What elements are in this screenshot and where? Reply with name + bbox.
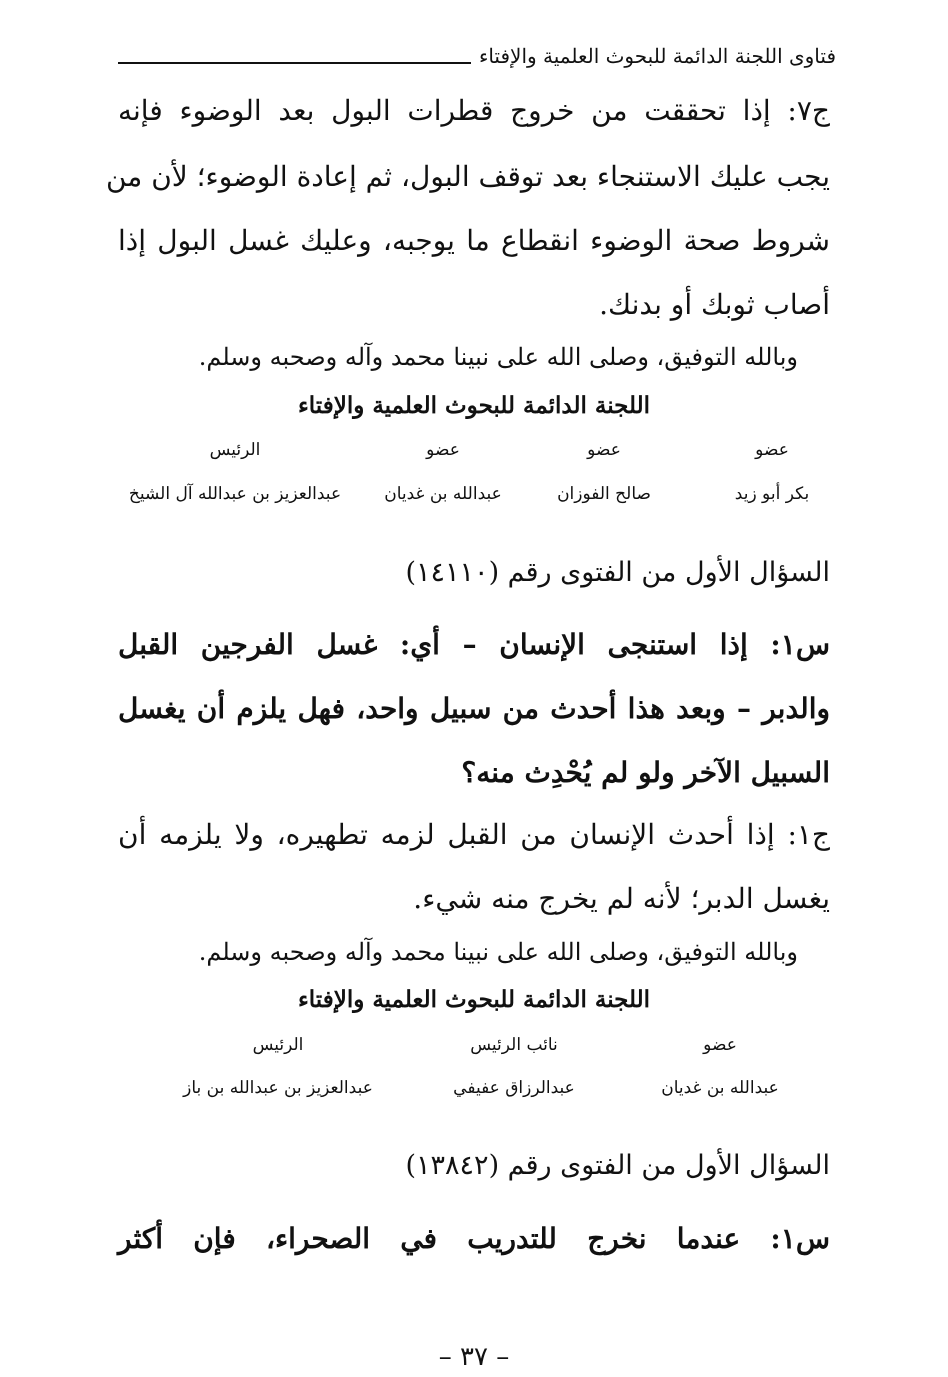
signatory-name: عبدالله بن غديان: [384, 484, 502, 504]
answer-line: ج١: إذا أحدث الإنسان من القبل لزمه تطهيره، ولا يلزمه أن: [118, 818, 830, 851]
signatory-name: بكر أبو زيد: [734, 484, 810, 504]
signatory-name: عبدالرزاق عفيفي: [453, 1078, 575, 1098]
running-header: [118, 34, 836, 68]
question-line: س١: عندما نخرج للتدريب في الصحراء، فإن أكثر: [118, 1222, 830, 1255]
signatory-role: عضو: [587, 440, 621, 460]
closing-prayer: وبالله التوفيق، وصلى الله على نبينا محمد وآله وصحبه وسلم.: [198, 343, 798, 371]
question-line: السبيل الآخر ولو لم يُحْدِث منه؟: [461, 756, 830, 789]
signatory-name: عبدالعزيز بن عبدالله آل الشيخ: [128, 484, 342, 504]
signatory-role: عضو: [755, 440, 789, 460]
answer-line: أصاب ثوبك أو بدنك.: [599, 288, 830, 321]
committee-name: اللجنة الدائمة للبحوث العلمية والإفتاء: [297, 392, 651, 419]
signatory-name: عبدالله بن غديان: [661, 1078, 779, 1098]
signatory-role: عضو: [426, 440, 460, 460]
question-line: س١: إذا استنجى الإنسان – أي: غسل الفرجين القبل: [118, 628, 830, 661]
answer-line: يجب عليك الاستنجاء بعد توقف البول، ثم إعادة الوضوء؛ لأن من: [105, 160, 830, 193]
page-number: – ٣٧ –: [438, 1342, 510, 1372]
signatory-role: الرئيس: [209, 440, 261, 460]
signatory-role: عضو: [703, 1035, 737, 1055]
signatory-name: صالح الفوزان: [557, 484, 651, 504]
closing-prayer: وبالله التوفيق، وصلى الله على نبينا محمد وآله وصحبه وسلم.: [198, 938, 798, 966]
signatory-role: الرئيس: [252, 1035, 304, 1055]
fatwa-title: السؤال الأول من الفتوى رقم (١٤١١٠): [405, 557, 830, 588]
answer-line: ج٧: إذا تحققت من خروج قطرات البول بعد الوضوء فإنه: [118, 94, 830, 127]
answer-line: شروط صحة الوضوء انقطاع ما يوجبه، وعليك غسل البول إذا: [118, 224, 830, 257]
committee-name: اللجنة الدائمة للبحوث العلمية والإفتاء: [297, 986, 651, 1013]
answer-line: يغسل الدبر؛ لأنه لم يخرج منه شيء.: [413, 882, 830, 915]
signatory-name: عبدالعزيز بن عبدالله بن باز: [183, 1078, 373, 1098]
fatwa-title: السؤال الأول من الفتوى رقم (١٣٨٤٢): [405, 1150, 830, 1181]
signatory-role: نائب الرئيس: [470, 1035, 558, 1055]
header-title: فتاوى اللجنة الدائمة للبحوث العلمية والإفتاء: [478, 44, 836, 68]
question-line: والدبر – وبعد هذا أحدث من سبيل واحد، فهل يلزم أن يغسل: [118, 692, 830, 725]
header-rule: [118, 62, 471, 64]
